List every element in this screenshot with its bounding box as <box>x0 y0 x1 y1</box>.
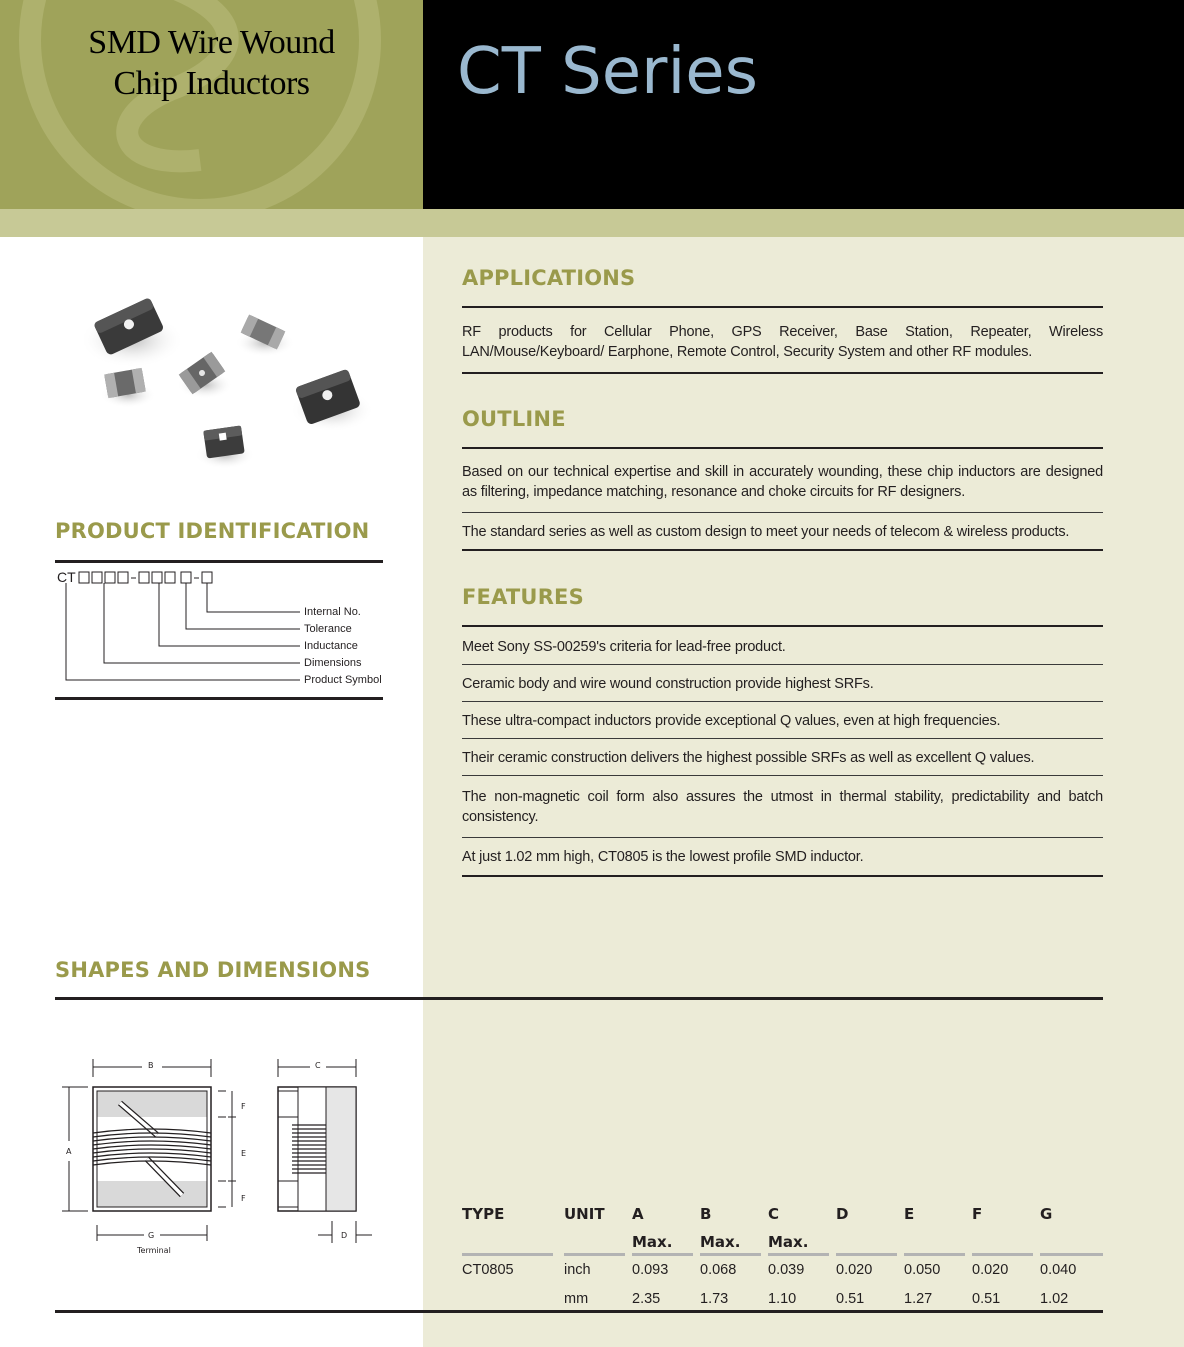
table-cell-g: 1.02 <box>1040 1291 1069 1307</box>
table-cell-type: CT0805 <box>462 1262 514 1278</box>
table-cell-g: 0.040 <box>1040 1262 1077 1278</box>
feature-divider <box>462 738 1103 739</box>
table-cell-f: 0.020 <box>972 1262 1009 1278</box>
feature-item: Meet Sony SS-00259's criteria for lead-free product. <box>462 639 786 655</box>
outline-heading: OUTLINE <box>462 407 566 431</box>
table-header-rule <box>700 1253 761 1256</box>
header-band <box>0 209 1184 237</box>
pid-label-product-symbol: Product Symbol <box>304 674 382 686</box>
product-photo <box>70 285 380 495</box>
dim-label-g: G <box>148 1231 155 1240</box>
dim-label-c: C <box>315 1061 321 1070</box>
table-cell-b: 0.068 <box>700 1262 737 1278</box>
dim-label-e: E <box>241 1149 247 1158</box>
table-header-rule <box>1040 1253 1103 1256</box>
document-subtitle <box>0 22 423 104</box>
shapes-heading: SHAPES AND DIMENSIONS <box>55 958 371 982</box>
pid-label-inductance: Inductance <box>304 640 358 652</box>
product-identification-heading: PRODUCT IDENTIFICATION <box>55 519 370 543</box>
table-header-rule <box>632 1253 693 1256</box>
outline-top-rule <box>462 447 1103 449</box>
dim-label-b: B <box>148 1061 154 1070</box>
applications-top-rule <box>462 306 1103 308</box>
dim-label-d: D <box>341 1231 348 1240</box>
pid-label-internal-no: Internal No. <box>304 606 361 618</box>
part-code-prefix: CT <box>57 569 76 585</box>
feature-item: At just 1.02 mm high, CT0805 is the lowest profile SMD inductor. <box>462 849 864 865</box>
table-cell-unit: inch <box>564 1262 591 1278</box>
feature-divider <box>462 837 1103 838</box>
table-header-f: F <box>972 1205 983 1223</box>
subtitle-line-1: SMD Wire Wound <box>88 24 335 61</box>
feature-item: These ultra-compact inductors provide exceptional Q values, even at high frequencies. <box>462 713 1001 729</box>
table-cell-d: 0.020 <box>836 1262 873 1278</box>
feature-item: The non-magnetic coil form also assures the utmost in thermal stability, predictability and batch consistency. <box>462 789 1103 825</box>
dim-label-f-top: F <box>241 1102 246 1111</box>
table-header-unit: UNIT <box>564 1205 605 1223</box>
table-cell-unit: mm <box>564 1291 589 1307</box>
table-cell-c: 1.10 <box>768 1291 797 1307</box>
features-top-rule <box>462 625 1103 627</box>
table-header-g: G <box>1040 1205 1053 1223</box>
dimension-drawing <box>60 1055 390 1260</box>
table-header-e: E <box>904 1205 915 1223</box>
shapes-top-rule <box>55 997 1103 1000</box>
table-header-rule <box>836 1253 897 1256</box>
table-subheader-c: Max. <box>768 1233 809 1251</box>
table-cell-b: 1.73 <box>700 1291 729 1307</box>
features-heading: FEATURES <box>462 585 584 609</box>
feature-item: Ceramic body and wire wound construction provide highest SRFs. <box>462 676 874 692</box>
applications-bottom-rule <box>462 372 1103 374</box>
table-cell-f: 0.51 <box>972 1291 1001 1307</box>
table-cell-e: 1.27 <box>904 1291 933 1307</box>
table-header-rule <box>564 1253 625 1256</box>
table-cell-d: 0.51 <box>836 1291 865 1307</box>
table-cell-e: 0.050 <box>904 1262 941 1278</box>
subtitle-line-2: Chip Inductors <box>113 65 310 102</box>
features-bottom-rule <box>462 875 1103 877</box>
pid-bottom-rule <box>55 697 383 700</box>
outline-paragraph-1: Based on our technical expertise and skill in accurately wounding, these chip inductors are designed as filtering, impedance matching, resonance and choke circuits for RF designers. <box>462 464 1103 500</box>
outline-paragraph-2: The standard series as well as custom design to meet your needs of telecom & wireless products. <box>462 524 1070 540</box>
dim-label-f-bottom: F <box>241 1194 246 1203</box>
series-title: CT Series <box>457 35 758 109</box>
table-cell-a: 2.35 <box>632 1291 661 1307</box>
pid-label-dimensions: Dimensions <box>304 657 362 669</box>
table-header-rule <box>768 1253 829 1256</box>
feature-divider <box>462 701 1103 702</box>
dim-label-a: A <box>66 1147 72 1156</box>
table-header-rule <box>462 1253 553 1256</box>
table-subheader-b: Max. <box>700 1233 741 1251</box>
shapes-bottom-rule <box>55 1310 1103 1313</box>
table-subheader-a: Max. <box>632 1233 673 1251</box>
feature-divider <box>462 775 1103 776</box>
table-header-b: B <box>700 1205 712 1223</box>
table-cell-a: 0.093 <box>632 1262 669 1278</box>
table-cell-c: 0.039 <box>768 1262 805 1278</box>
table-header-type: TYPE <box>462 1205 505 1223</box>
dim-label-terminal: Terminal <box>137 1246 171 1255</box>
table-header-rule <box>904 1253 965 1256</box>
table-header-a: A <box>632 1205 644 1223</box>
outline-bottom-rule <box>462 549 1103 551</box>
table-header-c: C <box>768 1205 780 1223</box>
feature-item: Their ceramic construction delivers the highest possible SRFs as well as excellent Q values. <box>462 750 1035 766</box>
pid-label-tolerance: Tolerance <box>304 623 352 635</box>
table-header-d: D <box>836 1205 849 1223</box>
table-header-rule <box>972 1253 1033 1256</box>
outline-divider <box>462 512 1103 513</box>
feature-divider <box>462 664 1103 665</box>
applications-heading: APPLICATIONS <box>462 266 636 290</box>
applications-text: RF products for Cellular Phone, GPS Receiver, Base Station, Repeater, Wireless LAN/Mouse/Keyboard/ Earphone, Remote Control, Security System and other RF modules. <box>462 324 1103 360</box>
pid-top-rule <box>55 560 383 563</box>
